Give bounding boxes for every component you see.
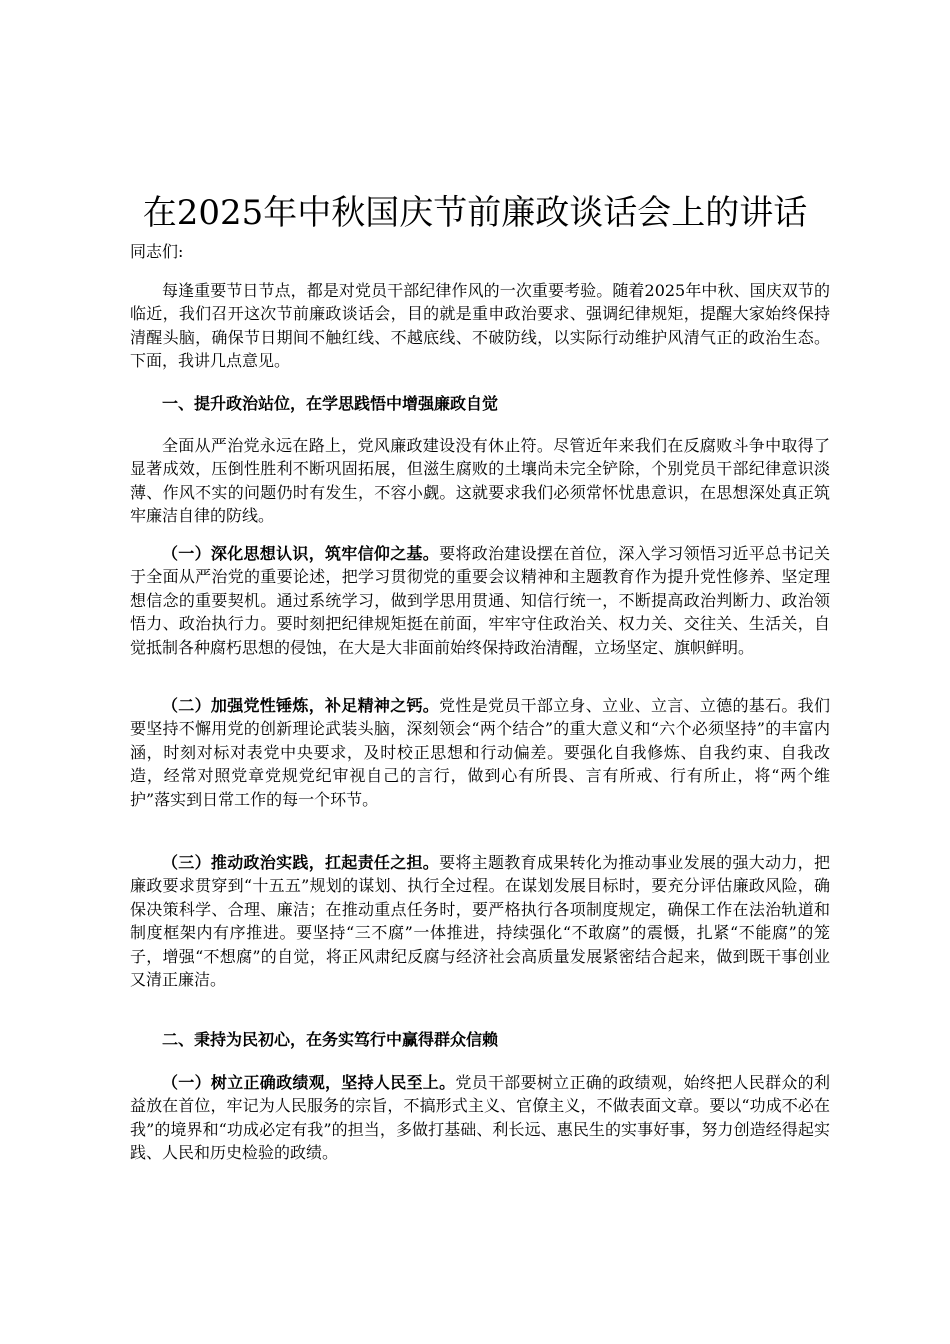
section-2-item-1 bbox=[130, 1071, 830, 1165]
section-1-item-1-text: 要将政治建设摆在首位，深入学习领悟习近平总书记关于全面从严治党的重要论述，把学习贯彻党的重要会议精神和主题教育作为提升党性修养、坚定理想信念的重要契机。通过系统学习，做到学思用贯通、知信行统一，不断提高政治判断力、政治领悟力、政治执行力。要时刻把纪律规矩挺在前面，牢牢守住政治关、权力关、交往关、生活关，自觉抵制各种腐朽思想的侵蚀，在大是大非面前始终保持政治清醒，立场坚定、旗帜鲜明。 bbox=[130, 544, 830, 657]
section-1-item-3-lead: （三）推动政治实践，扛起责任之担。 bbox=[162, 853, 440, 872]
section-2-item-1-lead: （一）树立正确政绩观，坚持人民至上。 bbox=[162, 1073, 456, 1092]
document-title: 在2025年中秋国庆节前廉政谈话会上的讲话 bbox=[142, 192, 808, 233]
section-1-item-3-text: 要将主题教育成果转化为推动事业发展的强大动力，把廉政要求贯穿到“十五五”规划的谋划、执行全过程。在谋划发展目标时，要充分评估廉政风险，确保决策科学、合理、廉洁；在推动重点任务时，要严格执行各项制度规定，确保工作在法治轨道和制度框架内有序推进。要坚持“三不腐”一体推进，持续强化“不敢腐”的震慑，扎紧“不能腐”的笼子，增强“不想腐”的自觉，将正风肃纪反腐与经济社会高质量发展紧密结合起来，做到既干事创业又清正廉洁。 bbox=[130, 853, 830, 990]
intro-paragraph: 每逢重要节日节点，都是对党员干部纪律作风的一次重要考验。随着2025年中秋、国庆双节的临近，我们召开这次节前廉政谈话会，目的就是重申政治要求、强调纪律规矩，提醒大家始终保持清醒头脑，确保节日期间不触红线、不越底线、不破防线，以实际行动维护风清气正的政治生态。下面，我讲几点意见。 bbox=[130, 281, 830, 371]
section-2-heading: 二、秉持为民初心，在务实笃行中赢得群众信赖 bbox=[162, 1030, 499, 1049]
section-1-item-2-lead: （二）加强党性锤炼，补足精神之钙。 bbox=[162, 696, 440, 715]
section-2-item-1-text: 党员干部要树立正确的政绩观，始终把人民群众的利益放在首位，牢记为人民服务的宗旨，不搞形式主义、官僚主义，不做表面文章。要以“功成不必在我”的境界和“功成必定有我”的担当，多做打基础、利长远、惠民生的实事好事，努力创造经得起实践、人民和历史检验的政绩。 bbox=[130, 1073, 830, 1163]
section-1-heading: 一、提升政治站位，在学思践悟中增强廉政自觉 bbox=[162, 394, 499, 413]
section-1-item-3 bbox=[130, 851, 830, 991]
section-1-item-2-text: 党性是党员干部立身、立业、立言、立德的基石。我们要坚持不懈用党的创新理论武装头脑，深刻领会“两个结合”的重大意义和“六个必须坚持”的丰富内涵，时刻对标对表党中央要求，及时校正思想和行动偏差。要强化自我修炼、自我约束、自我改造，经常对照党章党规党纪审视自己的言行，做到心有所畏、言有所戒、行有所止，将“两个维护”落实到日常工作的每一个环节。 bbox=[130, 696, 830, 809]
section-1-paragraph: 全面从严治党永远在路上，党风廉政建设没有休止符。尽管近年来我们在反腐败斗争中取得了显著成效，压倒性胜利不断巩固拓展，但滋生腐败的土壤尚未完全铲除，个别党员干部纪律意识淡薄、作风不实的问题仍时有发生，不容小觑。这就要求我们必须常怀忧患意识，在思想深处真正筑牢廉洁自律的防线。 bbox=[130, 436, 830, 526]
section-1-item-2 bbox=[130, 694, 830, 811]
salutation: 同志们: bbox=[130, 242, 184, 261]
section-1-item-1 bbox=[130, 542, 830, 659]
section-1-item-1-lead: （一）深化思想认识，筑牢信仰之基。 bbox=[162, 544, 440, 563]
